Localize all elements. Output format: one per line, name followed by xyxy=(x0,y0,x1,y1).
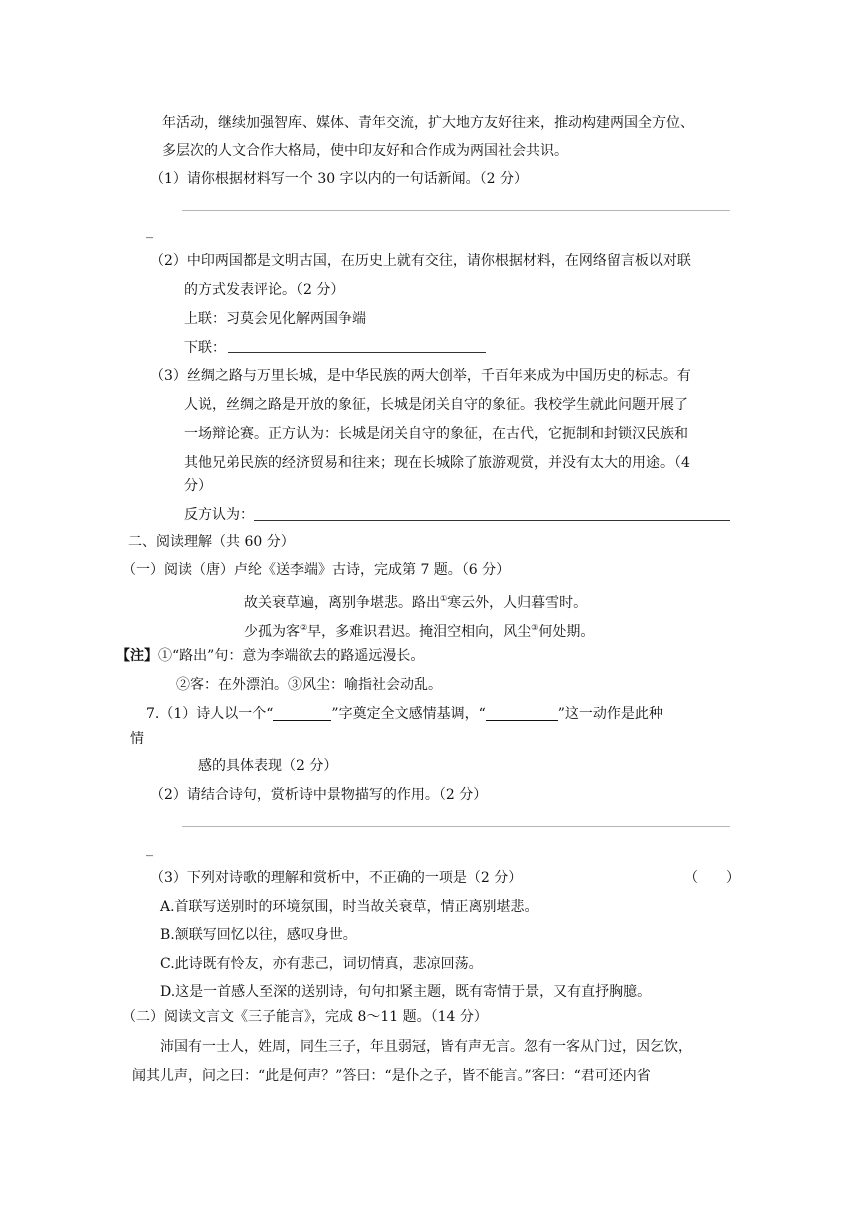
question-2-line-2: 的方式发表评论。（2 分） xyxy=(184,282,345,298)
intro-line-2: 多层次的人文合作大格局，使中印友好和合作成为两国社会共识。 xyxy=(162,143,568,159)
question-3-line-2: 人说，丝绸之路是开放的象征，长城是闭关自守的象征。我校学生就此问题开展了 xyxy=(184,397,688,413)
question-3-line-5: 分） xyxy=(184,478,212,494)
poem-line-2-b: 早，多难识君迟。掩泪空相向，风尘 xyxy=(307,624,532,640)
subsection-1-heading: （一）阅读（唐）卢纶《送李端》古诗，完成第 7 题。（6 分） xyxy=(122,562,511,578)
opposing-view-label: 反方认为： xyxy=(184,507,254,523)
question-7-blank-1 xyxy=(273,706,331,721)
couplet-upper: 上联：习莫会见化解两国争端 xyxy=(184,311,366,327)
option-d: D.这是一首感人至深的送别诗，句句扣紧主题，既有寄情于景，又有直抒胸臆。 xyxy=(160,984,652,1000)
intro-line-1: 年活动，继续加强智库、媒体、青年交流，扩大地方友好往来，推动构建两国全方位、 xyxy=(162,115,694,131)
answer-bracket: （ ） xyxy=(684,870,740,886)
question-7-a: 7.（1）诗人以一个“ xyxy=(146,706,274,722)
poem-line-2 xyxy=(244,619,594,641)
note-line-1 xyxy=(116,647,424,665)
question-1: （1）请你根据材料写一个 30 字以内的一句话新闻。（2 分） xyxy=(150,171,528,187)
option-c: C.此诗既有怜友，亦有悲己，词切情真，悲凉回荡。 xyxy=(160,956,483,972)
footnote-mark-2: ② xyxy=(300,623,308,632)
option-a: A.首联写送别时的环境氛围，时当故关衰草，情正离别堪悲。 xyxy=(160,899,539,915)
question-3-line-3: 一场辩论赛。正方认为：长城是闭关自守的象征，在古代，它扼制和封锁汉民族和 xyxy=(184,426,688,442)
opposing-view-blank xyxy=(254,520,730,521)
prose-line-2: 闻其儿声，问之曰：“此是何声？”答曰：“是仆之子，皆不能言。”客曰：“君可还内省 xyxy=(132,1068,651,1084)
poem-line-2-a: 少孤为客 xyxy=(244,624,300,640)
subsection-2-heading: （二）阅读文言文《三子能言》，完成 8～11 题。（14 分） xyxy=(122,1009,488,1025)
poem-line-1-b: 寒云外，人归暮雪时。 xyxy=(447,595,588,611)
footnote-mark-1: ① xyxy=(440,594,448,603)
question-7-3: （3）下列对诗歌的理解和赏析中，不正确的一项是（2 分） xyxy=(150,870,523,886)
question-3-line-4: 其他兄弟民族的经济贸易和往来；现在长城除了旅游观赏，并没有太大的用途。（4 xyxy=(184,455,690,471)
prose-line-1: 沛国有一士人，姓周，同生三子，年且弱冠，皆有声无言。忽有一客从门过，因乞饮， xyxy=(160,1039,692,1055)
note-1: ①“路出”句：意为李端欲去的路遥远漫长。 xyxy=(158,648,425,664)
question-7-wrap: 情 xyxy=(130,731,144,747)
answer-line-q7-2-tail: _ xyxy=(146,841,153,857)
question-7-blank-2 xyxy=(486,706,558,721)
answer-line-q7-2 xyxy=(182,826,730,827)
footnote-mark-3: ③ xyxy=(531,623,539,632)
question-3-line-1: （3）丝绸之路与万里长城，是中华民族的两大创举，千百年来成为中国历史的标志。有 xyxy=(150,368,691,384)
answer-line-q1 xyxy=(182,210,730,211)
note-label: 【注】 xyxy=(116,648,158,664)
question-7-c: ”这一动作是此种 xyxy=(557,706,663,722)
question-7-line-1 xyxy=(146,705,663,723)
question-7-b: ”字奠定全文感情基调，“ xyxy=(331,706,486,722)
section-2-heading: 二、阅读理解（共 60 分） xyxy=(128,534,295,550)
couplet-lower-blank xyxy=(228,352,486,353)
poem-line-1 xyxy=(244,590,587,612)
poem-line-1-a: 故关衰草遍，离别争堪悲。路出 xyxy=(244,595,440,611)
question-2-line-1: （2）中印两国都是文明古国，在历史上就有交往，请你根据材料，在网络留言板以对联 xyxy=(150,253,691,269)
option-b: B.颔联写回忆以往，感叹身世。 xyxy=(160,927,357,943)
question-7-2: （2）请结合诗句，赏析诗中景物描写的作用。（2 分） xyxy=(150,787,488,803)
note-2: ②客：在外漂泊。③风尘：喻指社会动乱。 xyxy=(176,677,442,693)
answer-line-q1-tail: _ xyxy=(146,223,153,239)
poem-line-2-c: 何处期。 xyxy=(538,624,595,640)
couplet-lower-label: 下联： xyxy=(184,340,226,356)
question-7-line-2: 感的具体表现（2 分） xyxy=(198,758,338,774)
